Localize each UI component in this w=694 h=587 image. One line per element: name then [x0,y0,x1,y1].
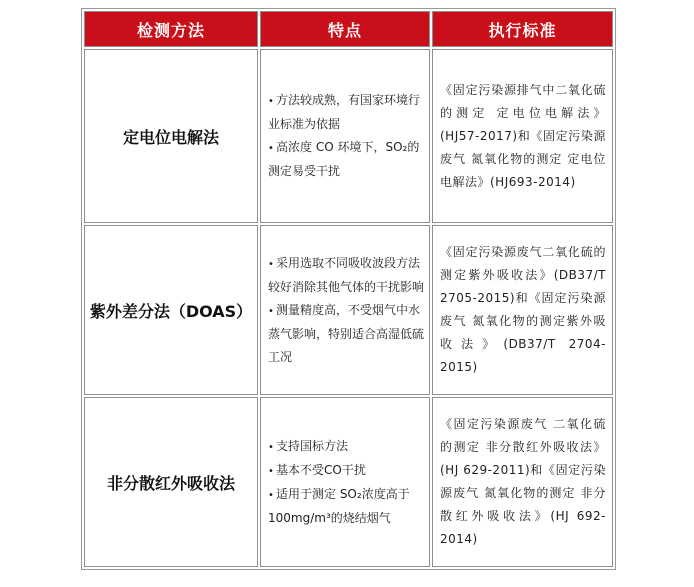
table-row [84,49,613,223]
table-row [84,397,613,567]
standards-cell [432,397,613,567]
feature-item: • 测量精度高，不受烟气中水蒸气影响，特别适合高湿低硫工况 [268,299,425,369]
bullet-icon: • [268,489,274,501]
standard-text: 《固定污染源废气二氧化硫的测定紫外吸收法》(DB37/T 2705-2015)和《固定污染源废气 氮氧化物的测定紫外吸收法》(DB37/T 2704-2015) [440,245,606,374]
bullet-icon: • [268,96,274,107]
table-header-row [84,11,613,47]
header-method: 检测方法 [84,11,258,47]
feature-item: • 支持国标方法 [268,435,425,459]
features-cell [260,397,430,567]
features-cell [260,225,430,395]
header-standards: 执行标准 [432,11,613,47]
standards-cell [432,49,613,223]
bullet-icon: • [268,441,274,453]
feature-item: • 采用选取不同吸收波段方法较好消除其他气体的干扰影响 [268,252,425,299]
feature-item: • 基本不受CO干扰 [268,459,425,483]
standards-table-container [81,8,614,570]
standards-cell [432,225,613,395]
method-cell: 定电位电解法 [84,49,258,223]
method-cell: 紫外差分法（DOAS） [84,225,258,395]
standard-text: 《固定污染源排气中二氧化硫的测定 定电位电解法》(HJ57-2017)和《固定污染源废气 氮氧化物的测定 定电位电解法》(HJ693-2014) [440,82,606,189]
table-row [84,225,613,395]
method-cell: 非分散红外吸收法 [84,397,258,567]
header-features: 特点 [260,11,430,47]
feature-item: • 高浓度 CO 环境下，SO₂的测定易受干扰 [268,136,425,183]
feature-item: • 适用于测定 SO₂浓度高于100mg/m³的烧结烟气 [268,483,425,530]
bullet-icon: • [268,465,274,477]
feature-item: • 方法较成熟，有国家环境行业标准为依据 [268,89,425,136]
detection-methods-table [81,8,616,570]
standard-text: 《固定污染源废气 二氧化硫的测定 非分散红外吸收法》(HJ 629-2011)和《固定污染源废气 氮氧化物的测定 非分散红外吸收法》(HJ 692-2014) [440,417,606,546]
bullet-icon: • [268,258,274,270]
bullet-icon: • [268,143,274,154]
bullet-icon: • [268,305,274,317]
features-cell [260,49,430,223]
